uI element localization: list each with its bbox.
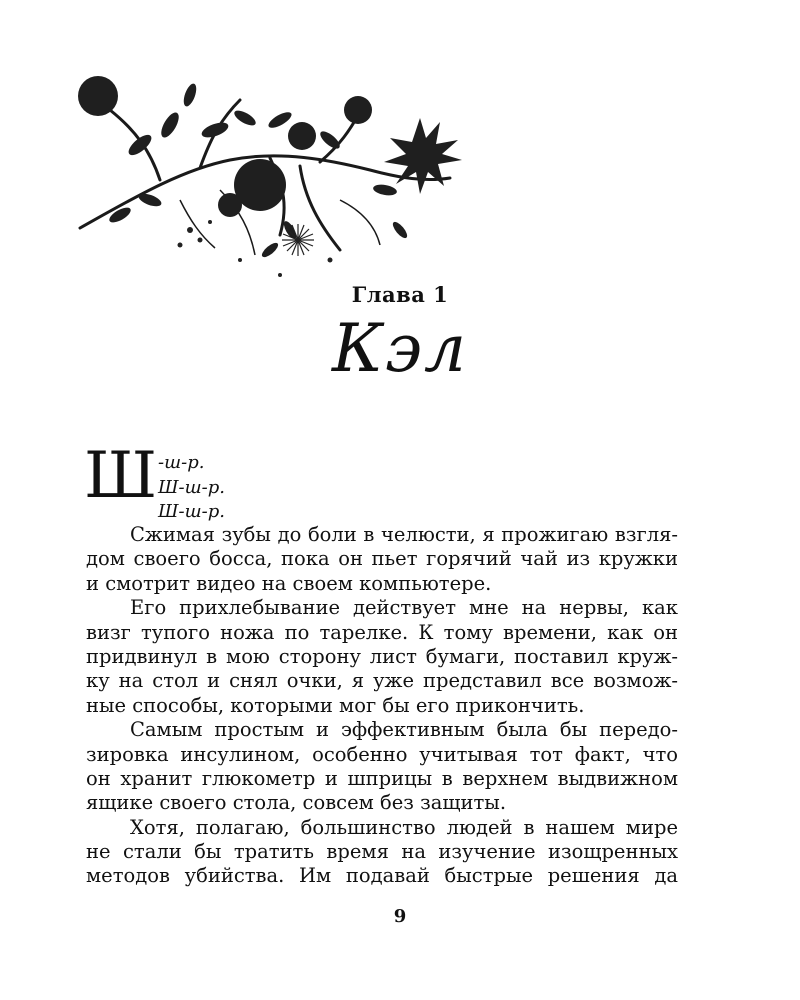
text-line: зировка инсулином, особенно учитывая тот факт, что — [86, 742, 678, 766]
page-number: 9 — [393, 906, 407, 927]
sound-line-3: Ш-ш-р. — [158, 501, 225, 522]
floral-ornament-icon — [40, 50, 500, 290]
chapter-label: Глава 1 — [351, 282, 449, 307]
paragraph-3 — [86, 718, 678, 816]
paragraph-4 — [86, 816, 678, 889]
text-line: визг тупого ножа по тарелке. К тому времени, как он — [86, 620, 678, 644]
text-line: ящике своего стола, совсем без защиты. — [86, 791, 507, 815]
text-line: ку на стол и снял очки, я уже представил все возмож- — [86, 669, 678, 693]
text-line: Хотя, полагаю, большинство людей в нашем мире — [130, 815, 678, 839]
chapter-title: Кэл — [331, 310, 469, 387]
sound-line-2: Ш-ш-р. — [158, 477, 225, 498]
sound-line-1: -ш-р. — [158, 452, 205, 473]
text-line: он хранит глюкометр и шприцы в верхнем выдвижном — [86, 766, 678, 790]
text-line: дом своего босса, пока он пьет горячий чай из кружки — [86, 547, 678, 571]
text-line: Его прихлебывание действует мне на нервы, как — [130, 596, 678, 620]
paragraph-2 — [86, 596, 678, 718]
text-line: ные способы, которыми мог бы его прикончить. — [86, 693, 585, 717]
drop-cap: Ш — [84, 439, 158, 513]
text-line: Сжимая зубы до боли в челюсти, я прожигаю взгля- — [130, 523, 678, 546]
text-line: придвинул в мою сторону лист бумаги, поставил круж- — [86, 644, 678, 668]
text-line: и смотрит видео на своем компьютере. — [86, 571, 492, 595]
text-line: методов убийства. Им подавай быстрые решения да — [86, 864, 678, 888]
text-line: не стали бы тратить время на изучение изощренных — [86, 840, 678, 864]
body-text — [86, 523, 678, 889]
text-line: Самым простым и эффективным была бы передо- — [130, 718, 678, 742]
paragraph-1 — [86, 523, 678, 596]
